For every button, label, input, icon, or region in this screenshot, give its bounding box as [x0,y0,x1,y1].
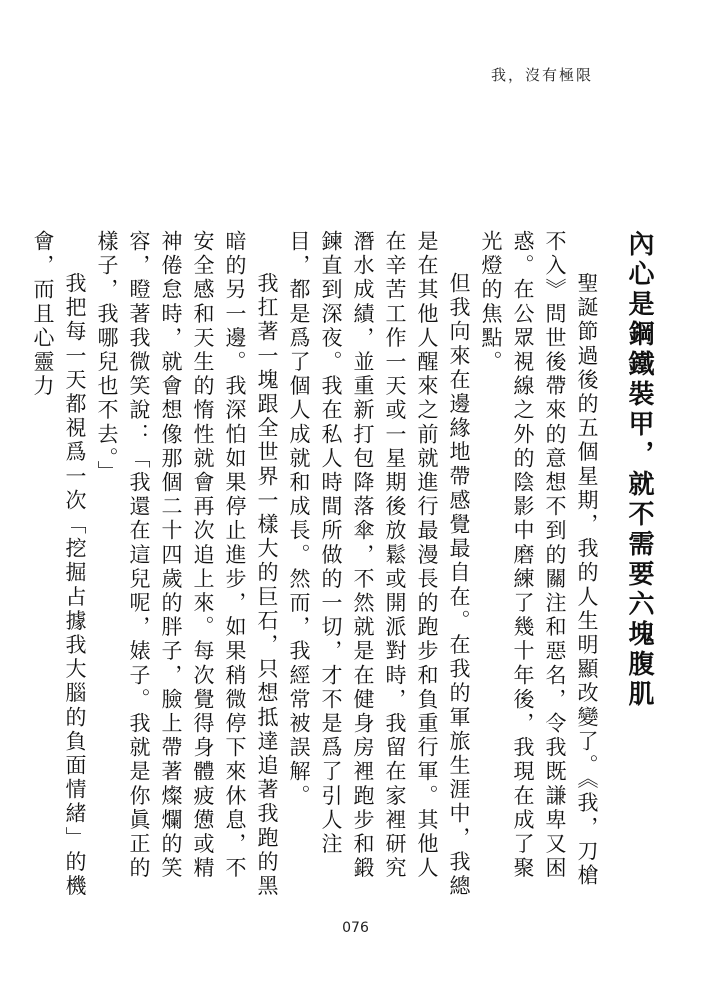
paragraph-4: 我把每一天都視爲一次「挖掘占據我大腦的負面情緒」的機會，而且心靈力 [31,230,87,899]
paragraph-1: 聖誕節過後的五個星期，我的人生明顯改變了。《我，刀槍不入》問世後帶來的意想不到的關注和惡名，令我既謙卑又困惑。在公眾視線之外的陰影中磨練了幾十年後，我現在成了聚光燈的焦點。 [479,230,599,889]
vertical-text-block [31,230,655,900]
page-number: 076 [342,920,369,936]
chapter-title: 內心是鋼鐵裝甲，就不需要六塊腹肌 [624,230,654,710]
paragraph-3: 我扛著一塊跟全世界一樣大的巨石，只想抵達追著我跑的黑暗的另一邊。我深怕如果停止進步，如果稍微停下來休息，不安全感和天生的惰性就會再次追上來。每次覺得身體疲憊或精神倦怠時，就會想像那個二十四歲的胖子，臉上帶著燦爛的笑容，瞪著我微笑說：「我還在這兒呢，婊子。我就是你眞正的樣子，我哪兒也不去。」 [95,230,279,899]
paragraph-2: 但我向來在邊緣地帶感覺最自在。在我的軍旅生涯中，我總是在其他人醒來之前就進行最漫長的跑步和負重行軍。其他人在辛苦工作一天或一星期後放鬆或開派對時，我留在家裡研究潛水成績，並重新打包降落傘，不然就是在健身房裡跑步和鍛鍊直到深夜。我在私人時間所做的一切，才不是爲了引人注目，都是爲了個人成就和成長。然而，我經常被誤解。 [287,230,471,899]
running-header: 我，沒有極限 [490,66,593,84]
